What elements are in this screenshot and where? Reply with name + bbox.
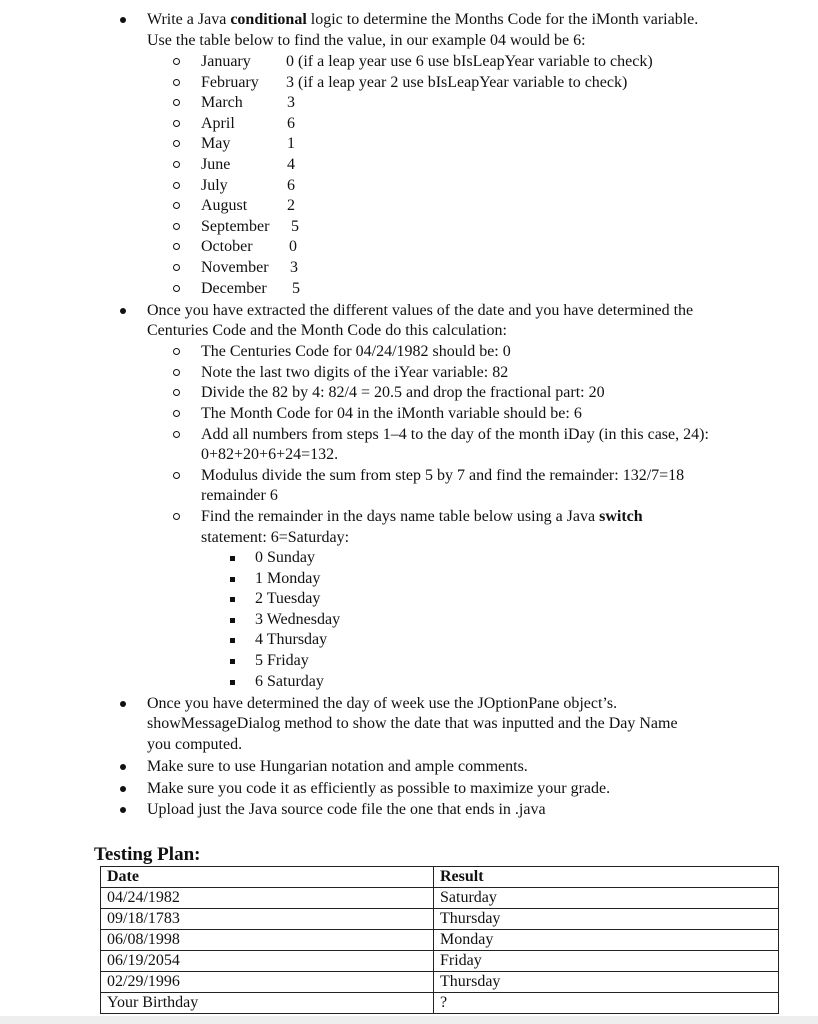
bullet-icon xyxy=(120,17,126,23)
month-name: January xyxy=(201,53,251,70)
testing-plan-heading: Testing Plan: xyxy=(94,844,201,865)
column-header-result: Result xyxy=(434,867,779,888)
month-name: September xyxy=(201,218,270,235)
month-name: May xyxy=(201,135,231,152)
day-item: 0 Sunday xyxy=(255,549,315,566)
circle-bullet-icon xyxy=(173,348,180,355)
month-name: February xyxy=(201,74,259,91)
table-row xyxy=(101,972,779,993)
circle-bullet-icon xyxy=(173,513,180,520)
month-code: 3 (if a leap year 2 use bIsLeapYear variable to check) xyxy=(286,74,628,91)
bullet-icon xyxy=(120,807,126,813)
result-cell: ? xyxy=(434,993,779,1014)
square-bullet-icon xyxy=(230,577,235,582)
month-code: 0 (if a leap year use 6 use bIsLeapYear variable to check) xyxy=(286,53,653,70)
month-name: November xyxy=(201,259,269,276)
month-name: August xyxy=(201,197,248,214)
circle-bullet-icon xyxy=(173,264,180,271)
table-row xyxy=(101,930,779,951)
calc-step-5b: 0+82+20+6+24=132. xyxy=(201,446,339,463)
outro-line-2: showMessageDialog method to show the date that was inputted and the Day Name xyxy=(147,715,678,732)
table-row xyxy=(101,909,779,930)
intro-line-1: Write a Java conditional logic to determine the Months Code for the iMonth variable. xyxy=(147,11,699,28)
result-cell: Friday xyxy=(434,951,779,972)
calc-step-7a: Find the remainder in the days name table below using a Java switch xyxy=(201,508,643,525)
circle-bullet-icon xyxy=(173,243,180,250)
table-header-row xyxy=(101,867,779,888)
square-bullet-icon xyxy=(230,556,235,561)
outro-upload: Upload just the Java source code file the one that ends in .java xyxy=(147,801,546,818)
bullet-icon xyxy=(120,701,126,707)
square-bullet-icon xyxy=(230,618,235,623)
circle-bullet-icon xyxy=(173,202,180,209)
outro-efficiency: Make sure you code it as efficiently as possible to maximize your grade. xyxy=(147,780,611,797)
month-name: March xyxy=(201,94,243,111)
day-item: 2 Tuesday xyxy=(255,590,321,607)
table-row xyxy=(101,993,779,1014)
circle-bullet-icon xyxy=(173,472,180,479)
circle-bullet-icon xyxy=(173,79,180,86)
date-cell: 02/29/1996 xyxy=(101,972,434,993)
month-code: 5 xyxy=(291,218,299,235)
column-header-date: Date xyxy=(101,867,434,888)
table-row xyxy=(101,951,779,972)
result-cell: Saturday xyxy=(434,888,779,909)
day-item: 1 Monday xyxy=(255,570,321,587)
square-bullet-icon xyxy=(230,638,235,643)
table-row xyxy=(101,888,779,909)
circle-bullet-icon xyxy=(173,223,180,230)
circle-bullet-icon xyxy=(173,389,180,396)
circle-bullet-icon xyxy=(173,140,180,147)
calc-line-1: Once you have extracted the different values of the date and you have determined the xyxy=(147,302,694,319)
circle-bullet-icon xyxy=(173,161,180,168)
calc-step-3: Divide the 82 by 4: 82/4 = 20.5 and drop the fractional part: 20 xyxy=(201,384,605,401)
month-code: 4 xyxy=(287,156,295,173)
day-item: 5 Friday xyxy=(255,652,309,669)
circle-bullet-icon xyxy=(173,120,180,127)
date-cell: 04/24/1982 xyxy=(101,888,434,909)
result-cell: Thursday xyxy=(434,972,779,993)
bullet-icon xyxy=(120,786,126,792)
calc-step-5a: Add all numbers from steps 1–4 to the day of the month iDay (in this case, 24): xyxy=(201,426,709,443)
calc-line-2: Centuries Code and the Month Code do this calculation: xyxy=(147,322,507,339)
circle-bullet-icon xyxy=(173,99,180,106)
circle-bullet-icon xyxy=(173,285,180,292)
day-item: 3 Wednesday xyxy=(255,611,341,628)
month-name: December xyxy=(201,280,267,297)
day-item: 6 Saturday xyxy=(255,673,324,690)
date-cell: 06/19/2054 xyxy=(101,951,434,972)
calc-step-6b: remainder 6 xyxy=(201,487,278,504)
square-bullet-icon xyxy=(230,680,235,685)
date-cell: Your Birthday xyxy=(101,993,434,1014)
testing-plan-table xyxy=(100,866,779,1014)
month-code: 5 xyxy=(292,280,300,297)
month-code: 6 xyxy=(287,177,295,194)
month-code: 6 xyxy=(287,115,295,132)
date-cell: 09/18/1783 xyxy=(101,909,434,930)
month-name: October xyxy=(201,238,253,255)
month-code: 2 xyxy=(287,197,295,214)
month-code: 0 xyxy=(289,238,297,255)
circle-bullet-icon xyxy=(173,431,180,438)
calc-step-4: The Month Code for 04 in the iMonth variable should be: 6 xyxy=(201,405,582,422)
calc-step-2: Note the last two digits of the iYear variable: 82 xyxy=(201,364,509,381)
month-code: 3 xyxy=(290,259,298,276)
outro-line-1: Once you have determined the day of week use the JOptionPane object’s. xyxy=(147,695,618,712)
outro-notation: Make sure to use Hungarian notation and ample comments. xyxy=(147,758,528,775)
date-cell: 06/08/1998 xyxy=(101,930,434,951)
month-name: April xyxy=(201,115,235,132)
result-cell: Monday xyxy=(434,930,779,951)
result-cell: Thursday xyxy=(434,909,779,930)
bullet-icon xyxy=(120,308,126,314)
calc-step-6a: Modulus divide the sum from step 5 by 7 and find the remainder: 132/7=18 xyxy=(201,467,685,484)
page-bottom-edge xyxy=(0,1016,818,1024)
month-name: June xyxy=(201,156,231,173)
day-item: 4 Thursday xyxy=(255,631,328,648)
square-bullet-icon xyxy=(230,597,235,602)
outro-line-3: you computed. xyxy=(147,736,243,753)
calc-step-1: The Centuries Code for 04/24/1982 should be: 0 xyxy=(201,343,511,360)
intro-line-2: Use the table below to find the value, in our example 04 would be 6: xyxy=(147,32,586,49)
circle-bullet-icon xyxy=(173,369,180,376)
month-name: July xyxy=(201,177,228,194)
circle-bullet-icon xyxy=(173,58,180,65)
square-bullet-icon xyxy=(230,659,235,664)
circle-bullet-icon xyxy=(173,410,180,417)
bullet-icon xyxy=(120,764,126,770)
calc-step-7b: statement: 6=Saturday: xyxy=(201,529,350,546)
month-code: 3 xyxy=(287,94,295,111)
circle-bullet-icon xyxy=(173,182,180,189)
month-code: 1 xyxy=(287,135,295,152)
